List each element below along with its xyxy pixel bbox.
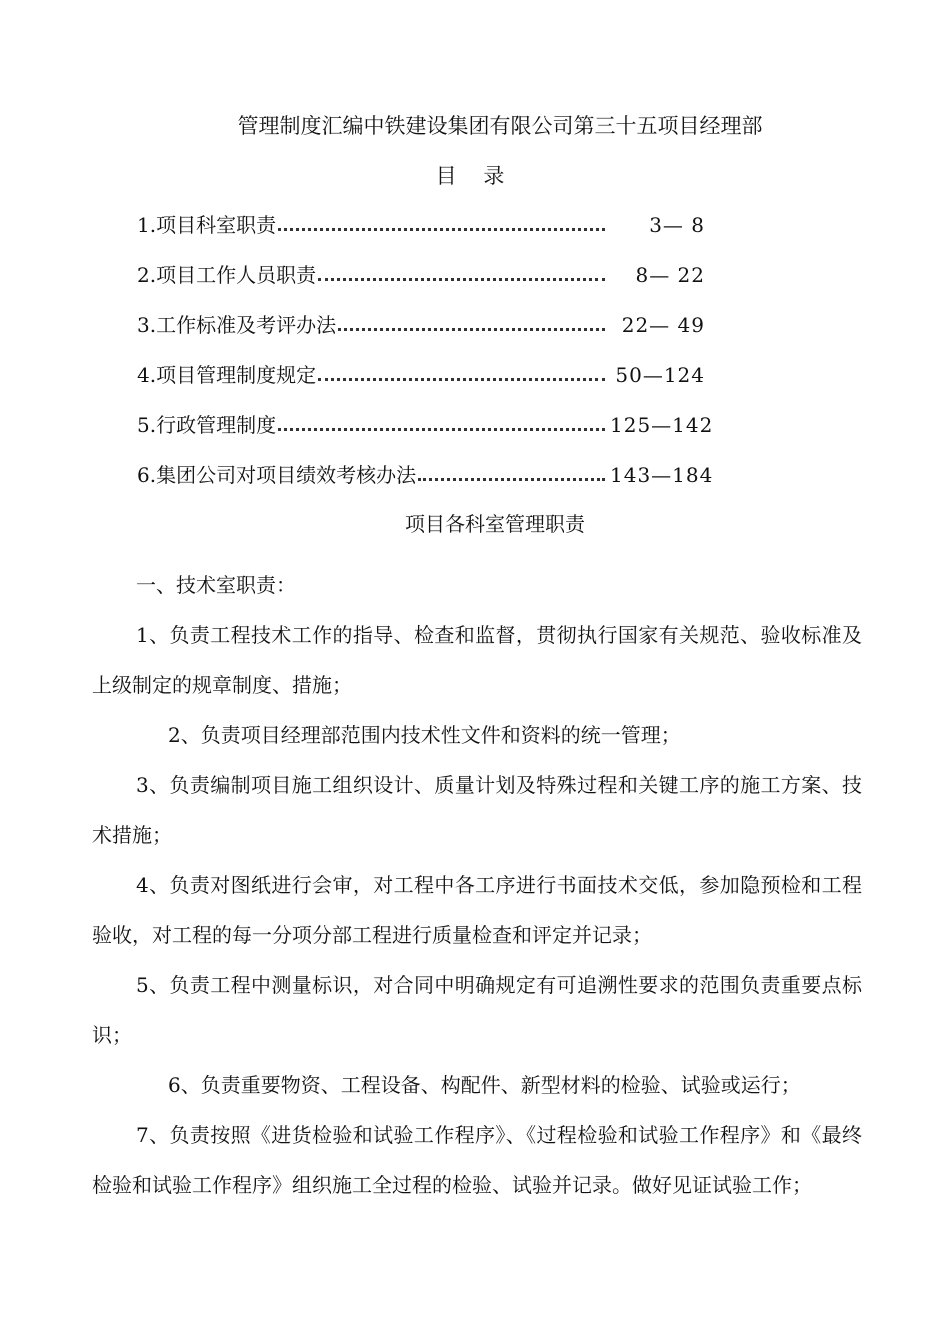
toc-leader-dots <box>318 374 605 381</box>
toc-entry <box>137 360 717 410</box>
toc-entry-pages: 3— 8 <box>649 213 705 237</box>
toc-entry <box>137 460 717 510</box>
toc-leader-dots <box>418 474 605 481</box>
section-heading: 一、技术室职责： <box>136 573 296 597</box>
toc-leader-dots <box>338 324 605 331</box>
toc-entry-pages: 50—124 <box>615 363 705 387</box>
paragraph: 7、负责按照《进货检验和试验工作程序》、《过程检验和试验工作程序》和《最终检验和试验工作程序》组织施工全过程的检验、试验并记录。做好见证试验工作； <box>92 1123 862 1197</box>
toc-entry-label: 6.集团公司对项目绩效考核办法 <box>137 463 417 487</box>
toc-entry-pages: 8— 22 <box>635 263 705 287</box>
toc-entry-label: 5.行政管理制度 <box>137 413 277 437</box>
toc-entry-label: 2.项目工作人员职责 <box>137 263 317 287</box>
toc-entry-label: 3.工作标准及考评办法 <box>137 313 337 337</box>
toc-leader-dots <box>278 424 605 431</box>
toc-entry <box>137 260 717 310</box>
paragraph: 3、负责编制项目施工组织设计、质量计划及特殊过程和关键工序的施工方案、技术措施； <box>92 773 862 847</box>
toc-heading: 目 录 <box>435 164 515 188</box>
toc-entry-pages: 143—184 <box>610 463 714 487</box>
toc-leader-dots <box>278 224 605 231</box>
paragraph: 1、负责工程技术工作的指导、检查和监督，贯彻执行国家有关规范、验收标准及上级制定的规章制度、措施； <box>92 623 862 697</box>
toc-entry-label: 4.项目管理制度规定 <box>137 363 317 387</box>
section-title: 项目各科室管理职责 <box>405 512 585 536</box>
toc-entry <box>137 310 717 360</box>
paragraph: 6、负责重要物资、工程设备、构配件、新型材料的检验、试验或运行； <box>168 1073 801 1097</box>
paragraph: 2、负责项目经理部范围内技术性文件和资料的统一管理； <box>168 723 681 747</box>
toc-entry <box>137 410 717 460</box>
paragraph: 4、负责对图纸进行会审，对工程中各工序进行书面技术交低，参加隐预检和工程验收，对工程的每一分项分部工程进行质量检查和评定并记录； <box>92 873 862 947</box>
document-title: 管理制度汇编中铁建设集团有限公司第三十五项目经理部 <box>237 114 763 138</box>
toc-entry-pages: 125—142 <box>610 413 714 437</box>
toc-leader-dots <box>318 274 605 281</box>
toc-entry-pages: 22— 49 <box>621 313 705 337</box>
toc-entry <box>137 210 717 260</box>
toc-entry-label: 1.项目科室职责 <box>137 213 277 237</box>
paragraph: 5、负责工程中测量标识，对合同中明确规定有可追溯性要求的范围负责重要点标识； <box>92 973 862 1047</box>
body-text <box>92 560 862 1210</box>
table-of-contents <box>137 210 717 510</box>
